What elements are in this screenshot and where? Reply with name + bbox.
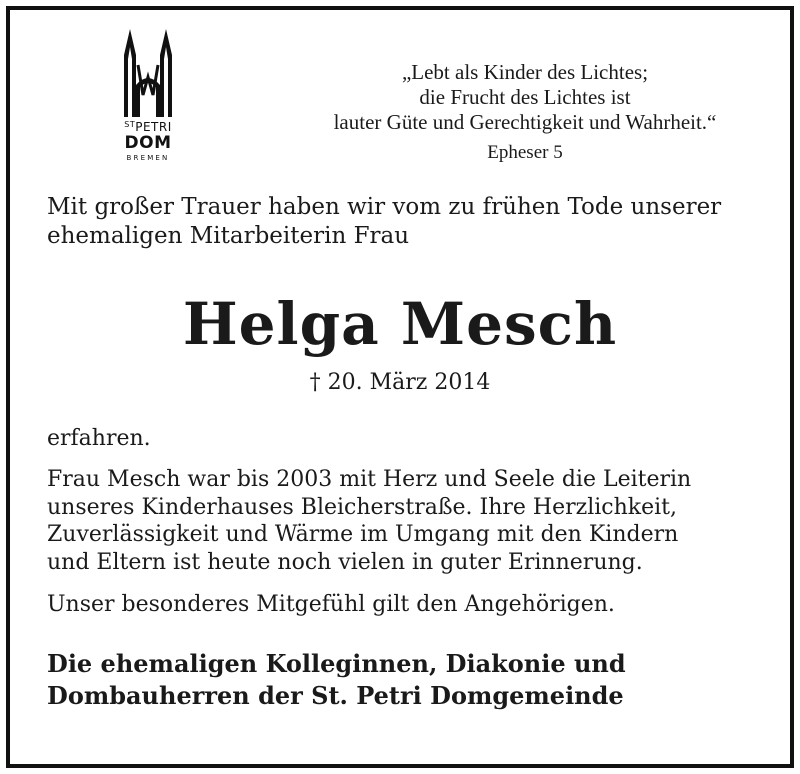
paragraph-erfahren: erfahren. [47, 426, 151, 451]
intro-line: Mit großer Trauer haben wir vom zu frühen Tode unserer [47, 194, 722, 220]
quote-line: „Lebt als Kinder des Lichtes; [401, 60, 649, 84]
quote-line: die Frucht des Lichtes ist [419, 85, 631, 109]
cathedral-icon [110, 25, 186, 121]
logo-text-dom: DOM [124, 133, 172, 153]
paragraph-tribute [47, 466, 767, 576]
intro-text [47, 193, 767, 251]
paragraph-line: und Eltern ist heute noch vielen in guter Erinnerung. [47, 549, 643, 575]
intro-line: ehemaligen Mitarbeiterin Frau [47, 223, 410, 249]
quote-reference: Epheser 5 [487, 142, 563, 163]
st-petri-dom-logo [110, 25, 186, 173]
paragraph-line: Zuverlässigkeit und Wärme im Umgang mit den Kindern [47, 522, 679, 547]
signature-line: Dombauherren der St. Petri Domgemeinde [47, 681, 624, 710]
logo-text-st-petri: $^{ST}$PETRI [124, 120, 172, 134]
logo-text-bremen: BREMEN [126, 154, 170, 162]
paragraph-line: Frau Mesch war bis 2003 mit Herz und Seele die Leiterin [47, 467, 692, 492]
signature-line: Die ehemaligen Kolleginnen, Diakonie und [47, 649, 626, 678]
deceased-name: Helga Mesch [182, 290, 618, 358]
death-date: † 20. März 2014 [309, 370, 491, 395]
signature-block [47, 648, 767, 712]
bible-quote [280, 60, 770, 135]
paragraph-condolence: Unser besonderes Mitgefühl gilt den Angehörigen. [47, 592, 615, 617]
quote-line: lauter Güte und Gerechtigkeit und Wahrheit.“ [333, 110, 717, 134]
paragraph-line: unseres Kinderhauses Bleicherstraße. Ihre Herzlichkeit, [47, 494, 678, 520]
